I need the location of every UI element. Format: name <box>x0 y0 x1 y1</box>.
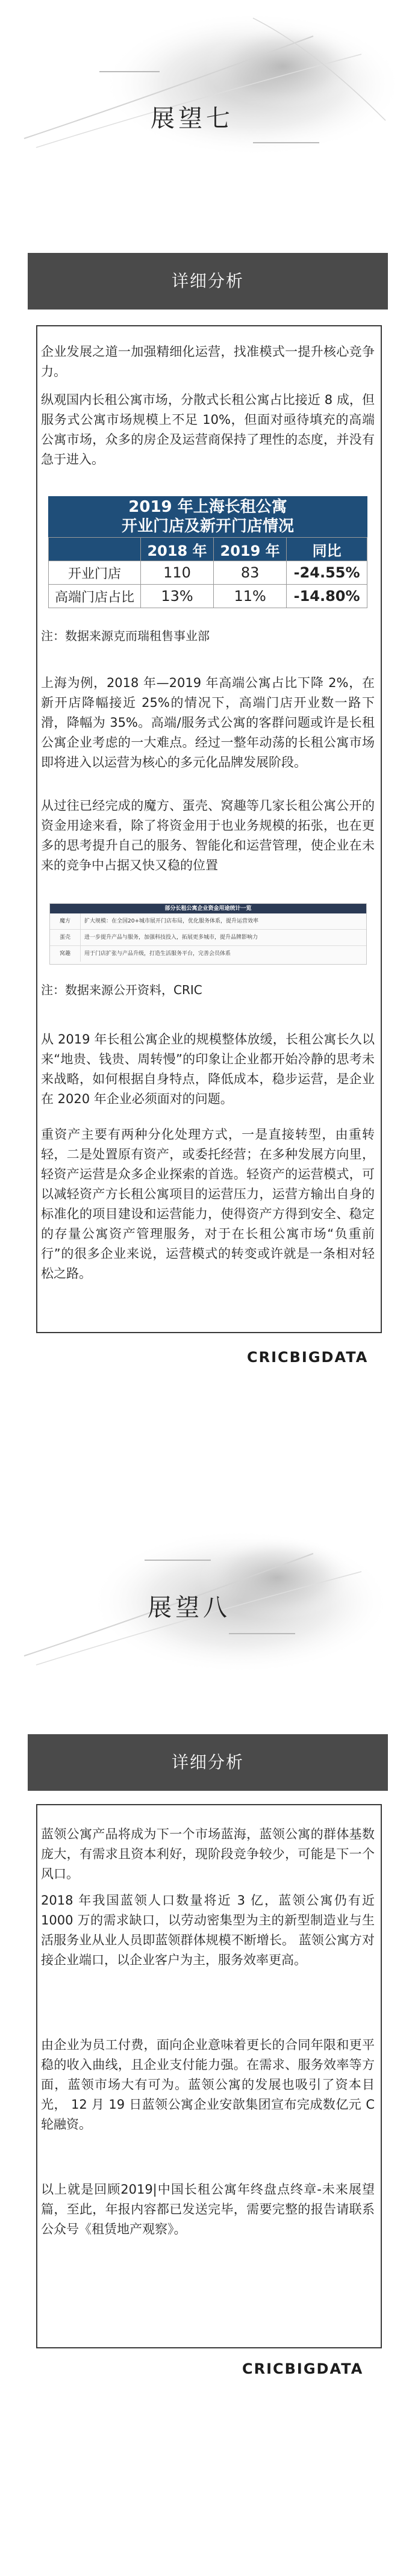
paragraph: 从 2019 年长租公寓企业的规模整体放缓，长租公寓长久以来“地贵、钱贵、周转慢”的印象让企业都开始冷静的思考未来战略，如何根据自身特点，降低成本，稳步运营，是企业在 2020 年企业必须面对的问题。 <box>41 1032 375 1106</box>
table-cell: 魔方 <box>50 913 81 929</box>
table-title-line: 开业门店及新开门店情况 <box>121 517 294 535</box>
mini-table-title: 部分长租公寓企业资金用途统计一览 <box>50 904 366 913</box>
paragraph: 企业发展之道一加强精细化运营，找准模式一提升核心竞争力。 <box>41 344 375 379</box>
table-row <box>49 561 367 585</box>
banner-divider <box>145 1560 211 1561</box>
table-cell: 蛋壳 <box>50 930 81 945</box>
paragraph: 上海为例，2018 年—2019 年高端公寓占比下降 2%，在新开店降幅接近 25%的情况下，高端门店开业数一路下滑，降幅为 35%。高端/服务式公寓的客群问题或许是长租公寓企业考虑的一大难点。经过一整年动荡的长租公寓市场即将进入以运营为核心的多元化品牌发展阶段。 <box>41 676 375 770</box>
table-row <box>50 913 366 930</box>
table-cell: 高端门店占比 <box>49 585 141 608</box>
table-cell: -14.80% <box>287 585 367 608</box>
section7-banner <box>0 0 415 157</box>
store-table <box>48 537 367 608</box>
brand-logo: CRICBIGDATA <box>247 1349 369 1366</box>
banner-divider <box>229 1633 295 1634</box>
table-title <box>48 496 367 537</box>
table-row <box>50 930 366 946</box>
section-title: 展望八 <box>148 1594 231 1622</box>
table-cell: 进一步提升产品与服务，加强科技投入，拓展更多城市，提升品牌影响力 <box>84 935 258 941</box>
paragraph: 2018 年我国蓝领人口数量将近 3 亿，蓝领公寓仍有近 1000 万的需求缺口，以劳动密集型为主的新型制造业与生活服务业从业人员即蓝领群体规模不断增长。 蓝领公寓方对接企业端口，以企业客户为主，服务效率更高。 <box>41 1893 375 1967</box>
column-header: 2019 年 <box>214 538 287 561</box>
table-header-row <box>49 538 367 561</box>
section-header: 详细分析 <box>28 253 388 310</box>
brand-logo: CRICBIGDATA <box>242 2360 364 2377</box>
table-title-line: 2019 年上海长租公寓 <box>128 498 287 516</box>
banner-divider <box>99 71 160 72</box>
paragraph: 由企业为员工付费，面向企业意味着更长的合同年限和更平稳的收入曲线，且企业支付能力强。在需求、服务效率等方面，蓝领市场大有可为。蓝领公寓的发展也吸引了资本目光， 12 月 19 日蓝领公寓企业安歆集团宣布完成数亿元 C 轮融资。 <box>41 2038 375 2132</box>
section8-banner <box>0 1517 415 1674</box>
section-header: 详细分析 <box>28 1734 388 1791</box>
table-row <box>49 585 367 608</box>
table-cell: 用于门店扩张与产品升级，打造生活服务平台，完善会员体系 <box>84 951 231 957</box>
table-cell: 83 <box>214 561 287 585</box>
source-note: 注：数据来源公开资料，CRIC <box>41 983 202 997</box>
source-note: 注：数据来源克而瑞租售事业部 <box>41 629 210 643</box>
paragraph: 重资产主要有两种分化处理方式，一是直接转型，由重转轻，二是处置原有资产，或委托经营；在多种发展方向里，轻资产运营是众多企业探索的首选。轻资产的运营模式，可以减轻资产方长租公寓项目的运营压力，运营方输出自身的标准化的项目建设和运营能力，使得资产方得到安全、稳定的存量公寓资产管理服务，对于在长租公寓市场“负重前行”的很多企业来说，运营模式的转变或许就是一条相对轻松之路。 <box>41 1127 375 1281</box>
paragraph: 从过往已经完成的魔方、蛋壳、窝趣等几家长租公寓公开的资金用途来看，除了将资金用于也业务规模的拓张，也在更多的思考提升自己的服务、智能化和运营管理，使企业在未来的竞争中占据又快又稳的位置 <box>41 798 375 873</box>
table-cell: 扩大规模：在全国20+城市展开门店布局，优化服务体系，提升运营效率 <box>84 918 258 924</box>
section-title: 展望七 <box>151 105 234 132</box>
table-cell: 11% <box>214 585 287 608</box>
column-header: 2018 年 <box>141 538 214 561</box>
table-row <box>50 946 366 962</box>
table-cell: 13% <box>141 585 214 608</box>
column-header: 同比 <box>287 538 367 561</box>
banner-divider <box>253 142 319 143</box>
table-cell: 窝趣 <box>50 946 81 962</box>
table-cell: -24.55% <box>287 561 367 585</box>
paragraph: 纵观国内长租公寓市场，分散式长租公寓占比接近 8 成，但服务式公寓市场规模上不足 10%，但面对亟待填充的高端公寓市场，众多的房企及运营商保持了理性的态度，并没有急于进入。 <box>41 393 375 467</box>
column-header <box>49 538 141 561</box>
paragraph: 以上就是回顾2019|中国长租公寓年终盘点终章-未来展望篇，至此，年报内容都已发送完毕，需要完整的报告请联系公众号《租赁地产观察》。 <box>41 2182 375 2236</box>
data-table <box>48 496 367 608</box>
table-cell: 开业门店 <box>49 561 141 585</box>
paragraph: 蓝领公寓产品将成为下一个市场蓝海，蓝领公寓的群体基数庞大，有需求且资本利好，现阶段竞争较少，可能是下一个风口。 <box>41 1827 375 1881</box>
mini-table-image <box>49 903 367 965</box>
table-cell: 110 <box>141 561 214 585</box>
